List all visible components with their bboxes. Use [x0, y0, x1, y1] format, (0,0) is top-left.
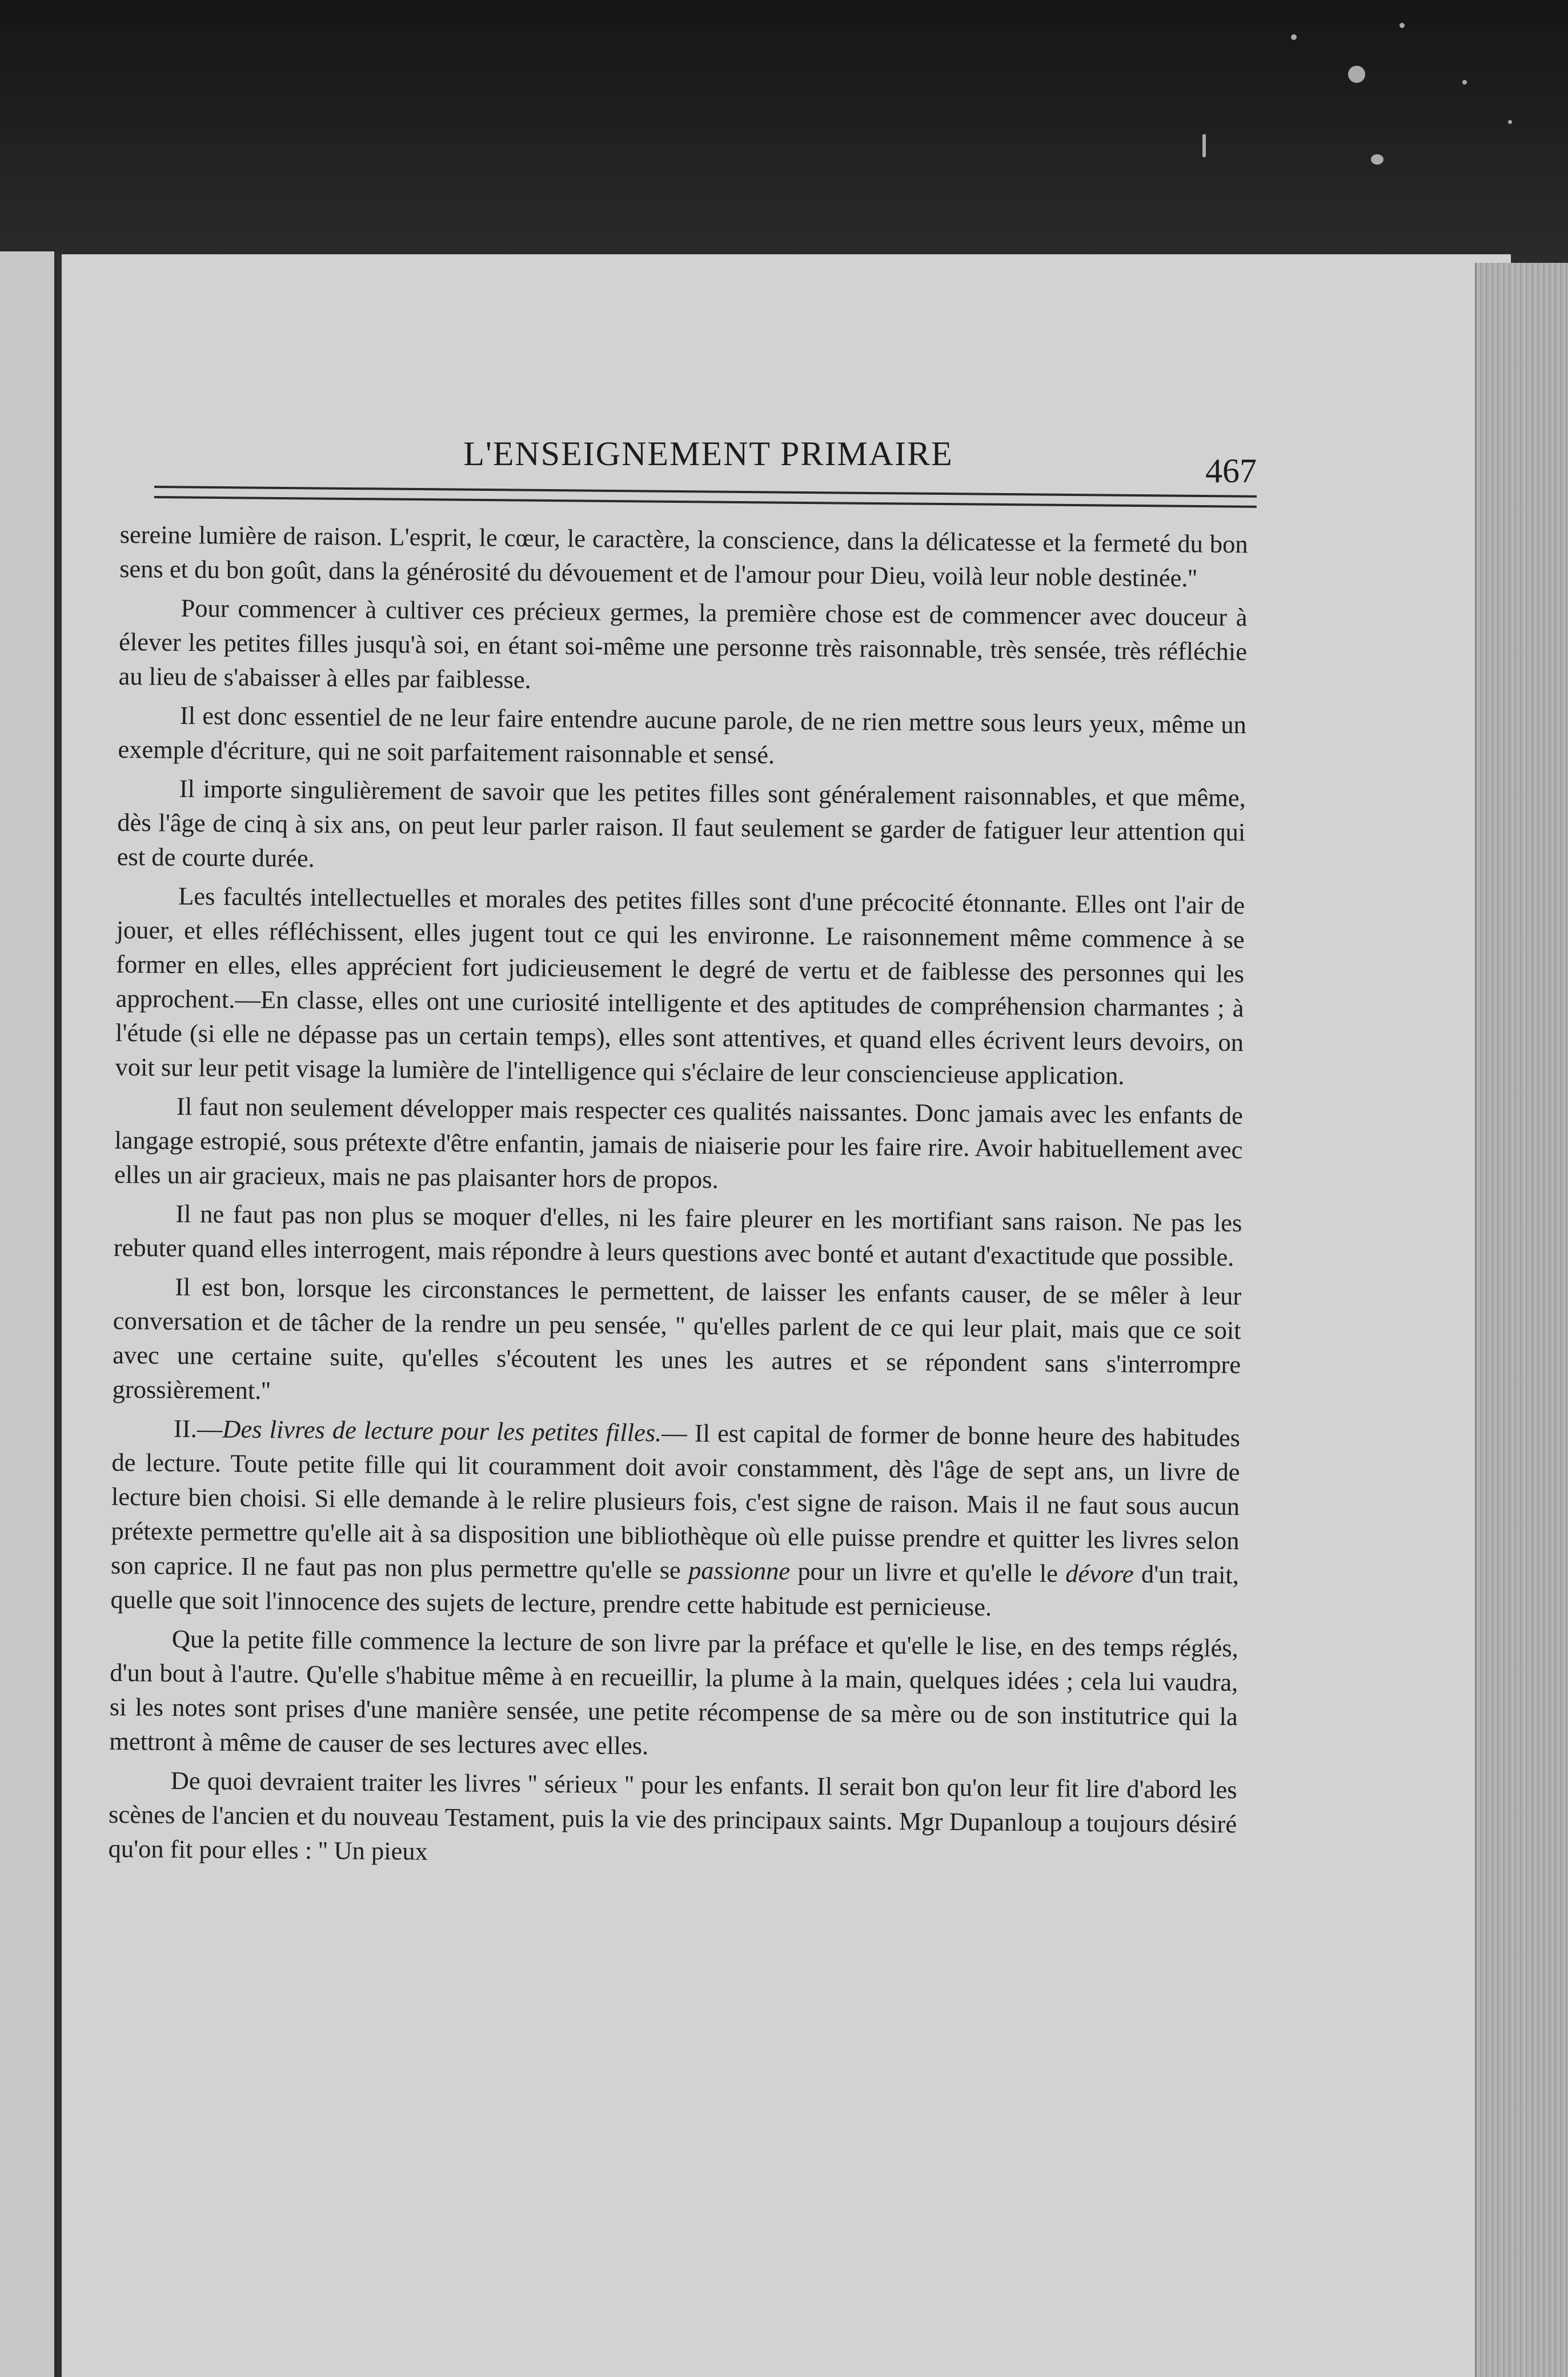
paragraph: Il ne faut pas non plus se moquer d'elles, ni les faire pleurer en les mortifiant sans raison. Ne pas les rebuter quand elles interrogent, mais répondre à leurs questions avec bonté et autant d'exactitude que possible. [113, 1199, 1242, 1272]
dust-speck [1371, 154, 1383, 165]
dust-speck [1291, 34, 1297, 40]
dust-speck [1399, 23, 1405, 28]
page-stack-edges [1475, 263, 1568, 2377]
dust-speck [1202, 134, 1206, 157]
paragraph-text: d'un trait, quelle que soit l'innocence des sujets de lecture, prendre cette habitude est pernicieuse. [110, 1559, 1240, 1622]
paragraph-text: pour un livre et qu'elle le [789, 1556, 1066, 1588]
facing-page-edge [0, 251, 58, 2377]
paragraph: Les facultés intellectuelles et morales des petites filles sont d'une précocité étonnante. Elles ont l'air de jouer, et elles réfléchissent, elles jugent tout ce qui les environne. Le raisonnement même commence à se former en elles, elles apprécient fort judicieusement le degré de vertu et de faiblesse des personnes qui les approchent.—En classe, elles ont une curiosité intelligente et des aptitudes de compréhension charmantes ; à l'étude (si elle ne dépasse pas un certain temps), elles sont attentives, et quand elles écrivent leurs devoirs, on voit sur leur petit visage la lumière de l'intelligence qui s'éclaire de leur consciencieuse application. [115, 881, 1245, 1090]
paragraph-text: — Il est capital de former de bonne heure des habitudes de lecture. Toute petite fille qui lit couramment doit avoir constamment, dès l'âge de sept ans, un livre de lecture bien choisi. Si elle demande à le relire plusieurs fois, c'est signe de raison. Mais il ne faut sous aucun prétexte permettre qu'elle ait à sa disposition une bibliothèque où elle puisse prendre et quitter les livres selon son caprice. Il ne faut pas non plus permettre qu'elle se [110, 1418, 1241, 1584]
italic-word: passionne [688, 1555, 791, 1586]
paragraph: Pour commencer à cultiver ces précieux germes, la première chose est de commencer avec douceur à élever les petites filles jusqu'à soi, en étant soi-même une personne très raisonnable, très sensée, très réfléchie au lieu de s'abaisser à elles par faiblesse. [118, 593, 1248, 694]
paragraph: Que la petite fille commence la lecture de son livre par la préface et qu'elle le lise, en des temps réglés, d'un bout à l'autre. Qu'elle s'habitue même à en recueillir, la plume à la main, quelques idées ; cela lui vaudra, si les notes sont prises d'une manière sensée, une petite récompense de sa mère ou de son institutrice qui la mettront à même de causer de ses lectures avec elles. [109, 1624, 1239, 1760]
section-paragraph [110, 1411, 1240, 1626]
paragraph: Il importe singulièrement de savoir que les petites filles sont généralement raisonnables, et que même, dès l'âge de cinq à six ans, on peut leur parler raison. Il faut seulement se garder de fatiguer leur attention qui est de courte durée. [117, 774, 1246, 873]
paragraph: sereine lumière de raison. L'esprit, le cœur, le caractère, la conscience, dans la délicatesse et la fermeté du bon sens et du bon goût, dans la générosité du dévouement et de l'amour pour Dieu, voilà leur noble destinée.'' [119, 519, 1248, 593]
dust-speck [1462, 80, 1467, 85]
paragraph: De quoi devraient traiter les livres '' sérieux '' pour les enfants. Il serait bon qu'on leur fit lire d'abord les scènes de l'ancien et du nouveau Testament, puis la vie des principaux saints. Mgr Dupanloup a toujours désiré qu'on fit pour elles : '' Un pieux [108, 1766, 1237, 1866]
section-heading: Des livres de lecture pour les petites filles. [222, 1414, 662, 1447]
dust-speck [1348, 66, 1365, 83]
paragraph: Il est bon, lorsque les circonstances le permettent, de laisser les enfants causer, de se mêler à leur conversation et de tâcher de la rendre un peu sensée, '' qu'elles parlent de ce qui leur plait, mais que ce soit avec une certaine suite, qu'elles s'écoutent les unes les autres et se répondent sans s'interrompre grossièrement.'' [112, 1272, 1242, 1405]
page-number: 467 [1205, 452, 1257, 490]
italic-word: dévore [1065, 1559, 1134, 1588]
dust-speck [1508, 120, 1512, 124]
paragraph: Il faut non seulement développer mais respecter ces qualités naissantes. Donc jamais avec les enfants de langage estropié, sous prétexte d'être enfantin, jamais de niaiserie pour les faire rire. Avoir habituellement avec elles un air gracieux, mais ne pas plaisanter hors de propos. [114, 1091, 1244, 1194]
section-number: II.— [173, 1414, 223, 1443]
page-body [108, 517, 1248, 1880]
running-head: L'ENSEIGNEMENT PRIMAIRE [463, 435, 953, 473]
paragraph: Il est donc essentiel de ne leur faire entendre aucune parole, de ne rien mettre sous leurs yeux, même un exemple d'écriture, qui ne soit parfaitement raisonnable et sensé. [118, 701, 1247, 770]
scanner-background [0, 0, 1568, 263]
